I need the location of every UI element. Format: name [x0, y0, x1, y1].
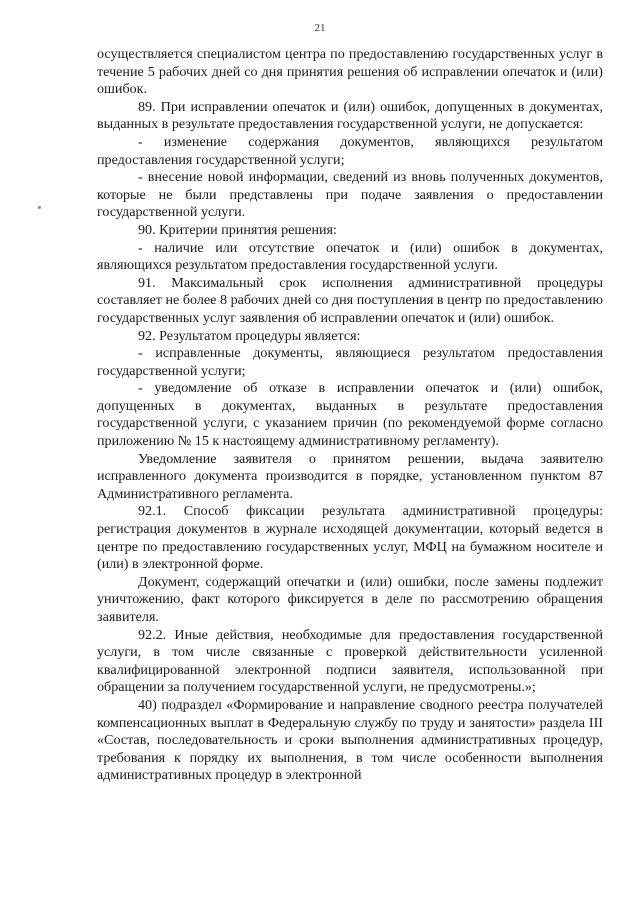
margin-dot: [38, 206, 41, 209]
document-body: [97, 46, 603, 785]
paragraph-14: 92.2. Иные действия, необходимые для предоставления государственной услуги, в том числе связанные с проверкой действительности усиленной квалифицированной электронной подписи заявителя, использованной при обращении за получением государственной услуги, не предусмотрены.»;: [97, 626, 603, 696]
paragraph-4: - внесение новой информации, сведений из вновь полученных документов, которые не были представлены при подаче заявления о предоставлении государственной услуги.: [97, 169, 603, 221]
paragraph-1: осуществляется специалистом центра по предоставлению государственных услуг в течение 5 рабочих дней со дня принятия решения об исправлении опечаток и (или) ошибок.: [97, 46, 603, 98]
paragraph-6: - наличие или отсутствие опечаток и (или) ошибок в документах, являющихся результатом предоставления государственной услуги.: [97, 239, 603, 274]
paragraph-10: - уведомление об отказе в исправлении опечаток и (или) ошибок, допущенных в документах, выданных в результате предоставления государственной услуги, с указанием причин (по рекомендуемой форме согласно приложению № 15 к настоящему административному регламенту).: [97, 380, 603, 450]
paragraph-2: 89. При исправлении опечаток и (или) ошибок, допущенных в документах, выданных в результате предоставления государственной услуги, не допускается:: [97, 98, 603, 133]
paragraph-13: Документ, содержащий опечатки и (или) ошибки, после замены подлежит уничтожению, факт которого фиксируется в деле по рассмотрению обращения заявителя.: [97, 573, 603, 625]
page-number: 21: [314, 22, 326, 34]
paragraph-11: Уведомление заявителя о принятом решении, выдача заявителю исправленного документа производится в порядке, установленном пунктом 87 Административного регламента.: [97, 450, 603, 502]
paragraph-15: 40) подраздел «Формирование и направление сводного реестра получателей компенсационных выплат в Федеральную службу по труду и занятости» раздела III «Состав, последовательность и сроки выполнения административных процедур, требования к порядку их выполнения, в том числе особенности выполнения административных процедур в электронной: [97, 696, 603, 784]
paragraph-8: 92. Результатом процедуры является:: [138, 327, 361, 344]
paragraph-9: - исправленные документы, являющиеся результатом предоставления государственной услуги;: [97, 345, 603, 379]
paragraph-3: - изменение содержания документов, являющихся результатом предоставления государственной услуги;: [97, 133, 603, 168]
paragraph-5: 90. Критерии принятия решения:: [138, 221, 337, 238]
paragraph-7: 91. Максимальный срок исполнения административной процедуры составляет не более 8 рабочих дней со дня поступления в центр по предоставлению государственных услуг заявления об исправлении опечаток и (или) ошибок.: [97, 274, 603, 326]
paragraph-12: 92.1. Способ фиксации результата административной процедуры: регистрация документов в журнале исходящей документации, который ведется в центре по предоставлению государственных услуг, МФЦ на бумажном носителе и (или) в электронной форме.: [97, 503, 603, 573]
